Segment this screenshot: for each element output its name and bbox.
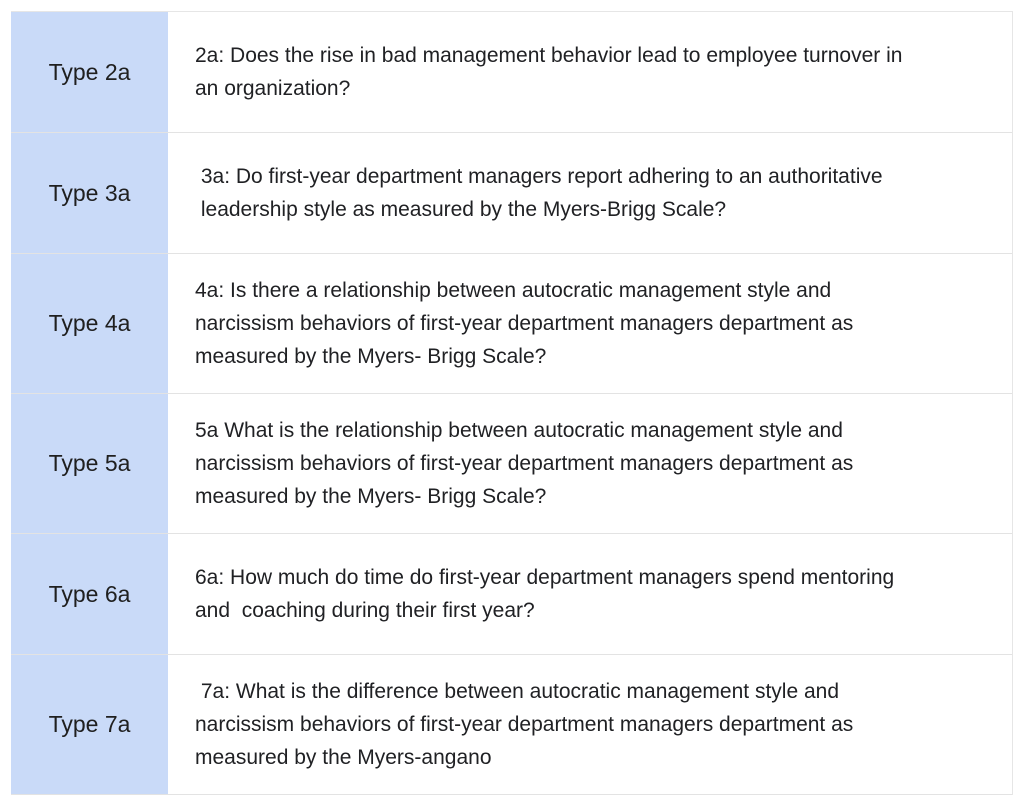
table-row bbox=[11, 254, 1012, 394]
type-label-cell bbox=[11, 534, 168, 654]
question-cell bbox=[168, 254, 1012, 393]
question-text bbox=[195, 274, 853, 373]
question-line: measured by the Myers- Brigg Scale? bbox=[195, 485, 547, 508]
question-line: 6a: How much do time do first-year department managers spend mentoring bbox=[195, 566, 895, 589]
question-cell bbox=[168, 394, 1012, 533]
question-line: 2a: Does the rise in bad management behavior lead to employee turnover in bbox=[195, 44, 903, 67]
question-text bbox=[195, 414, 853, 513]
type-label-cell bbox=[11, 394, 168, 533]
question-text bbox=[195, 39, 902, 105]
question-line: 4a: Is there a relationship between autocratic management style and bbox=[195, 279, 832, 302]
table-row bbox=[11, 12, 1012, 133]
research-questions-table bbox=[11, 11, 1013, 795]
table-row bbox=[11, 133, 1012, 254]
type-label: Type 5a bbox=[48, 450, 131, 476]
question-line: narcissism behaviors of first-year department managers department as bbox=[195, 713, 854, 736]
question-line: measured by the Myers-angano bbox=[195, 746, 492, 769]
type-label: Type 7a bbox=[48, 711, 131, 737]
question-line: and coaching during their first year? bbox=[195, 599, 535, 622]
type-label: Type 2a bbox=[48, 58, 131, 85]
question-line: narcissism behaviors of first-year department managers department as bbox=[195, 312, 854, 335]
table-row bbox=[11, 394, 1012, 534]
question-line: 3a: Do first-year department managers report adhering to an authoritative bbox=[195, 165, 883, 188]
type-label-cell bbox=[11, 133, 168, 253]
type-label-cell bbox=[11, 12, 168, 132]
question-text bbox=[195, 675, 853, 774]
question-text bbox=[195, 160, 883, 226]
question-line: leadership style as measured by the Myers-Brigg Scale? bbox=[195, 198, 727, 221]
type-label: Type 3a bbox=[48, 179, 131, 206]
question-cell bbox=[168, 12, 1012, 132]
type-label: Type 4a bbox=[48, 310, 131, 336]
question-cell bbox=[168, 655, 1012, 794]
question-line: 5a What is the relationship between autocratic management style and bbox=[195, 419, 843, 442]
type-label: Type 6a bbox=[48, 580, 131, 607]
type-label-cell bbox=[11, 655, 168, 794]
question-line: measured by the Myers- Brigg Scale? bbox=[195, 345, 547, 368]
question-text bbox=[195, 561, 894, 627]
type-label-cell bbox=[11, 254, 168, 393]
question-cell bbox=[168, 534, 1012, 654]
table-row bbox=[11, 534, 1012, 655]
question-cell bbox=[168, 133, 1012, 253]
question-line: narcissism behaviors of first-year department managers department as bbox=[195, 452, 854, 475]
table-row bbox=[11, 655, 1012, 795]
question-line: an organization? bbox=[195, 77, 351, 100]
question-line: 7a: What is the difference between autocratic management style and bbox=[195, 680, 839, 703]
